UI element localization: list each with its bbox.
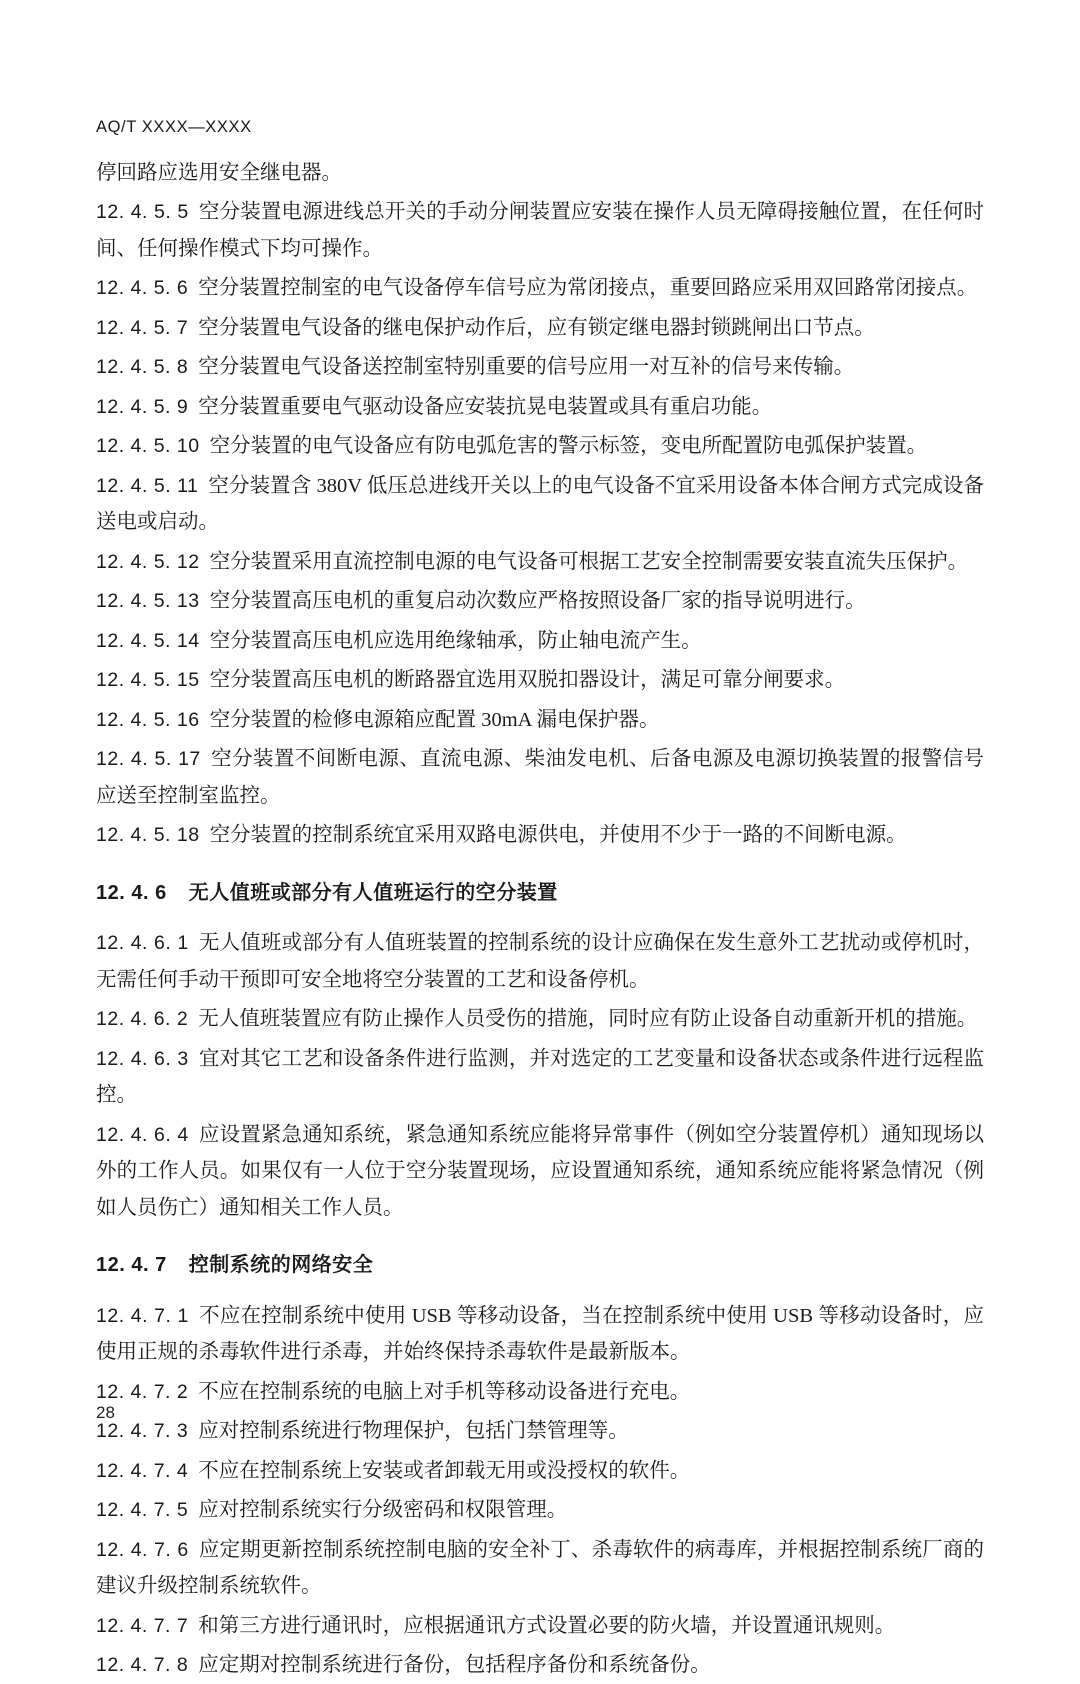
clause-text: 空分装置的电气设备应有防电弧危害的警示标签，变电所配置防电弧保护装置。 bbox=[209, 435, 928, 458]
clause-text: 空分装置高压电机的断路器宜选用双脱扣器设计，满足可靠分闸要求。 bbox=[209, 669, 846, 692]
clause-text: 空分装置电气设备送控制室特别重要的信号应用一对互补的信号来传输。 bbox=[198, 356, 855, 379]
clause-number: 12. 4. 7. 4 bbox=[96, 1459, 189, 1482]
clause-number: 12. 4. 6. 3 bbox=[96, 1047, 189, 1070]
continued-paragraph bbox=[96, 155, 984, 191]
clause-12-4-7-7 bbox=[96, 1608, 984, 1644]
clause-number: 12. 4. 5. 17 bbox=[96, 748, 201, 771]
clause-text: 不应在控制系统中使用 USB 等移动设备，当在控制系统中使用 USB 等移动设备时，应使用正规的杀毒软件进行杀毒，并始终保持杀毒软件是最新版本。 bbox=[96, 1304, 984, 1364]
clause-text: 空分装置重要电气驱动设备应安装抗晃电装置或具有重启功能。 bbox=[198, 395, 773, 418]
clause-12-4-7-4 bbox=[96, 1453, 984, 1489]
clause-12-4-6-4 bbox=[96, 1117, 984, 1226]
clause-number: 12. 4. 5. 5 bbox=[96, 201, 189, 224]
clause-text: 空分装置含 380V 低压总进线开关以上的电气设备不宜采用设备本体合闸方式完成设备送电或启动。 bbox=[96, 474, 984, 534]
clause-text: 空分装置的控制系统宜采用双路电源供电，并使用不少于一路的不间断电源。 bbox=[209, 824, 907, 847]
clause-text: 应定期对控制系统进行备份，包括程序备份和系统备份。 bbox=[198, 1654, 711, 1677]
section-heading-12-4-6 bbox=[96, 876, 984, 912]
clause-12-4-7-1 bbox=[96, 1298, 984, 1371]
clause-number: 12. 4. 5. 16 bbox=[96, 708, 200, 731]
clause-number: 12. 4. 7. 8 bbox=[96, 1654, 189, 1677]
clause-text: 空分装置控制室的电气设备停车信号应为常闭接点，重要回路应采用双回路常闭接点。 bbox=[198, 277, 978, 300]
section-title: 控制系统的网络安全 bbox=[188, 1254, 374, 1277]
clause-text: 不应在控制系统的电脑上对手机等移动设备进行充电。 bbox=[198, 1380, 691, 1403]
clause-12-4-5-5 bbox=[96, 194, 984, 267]
clause-text: 不应在控制系统上安装或者卸载无用或没授权的软件。 bbox=[198, 1459, 691, 1482]
clause-text: 应对控制系统进行物理保护，包括门禁管理等。 bbox=[198, 1420, 629, 1443]
clause-12-4-5-13 bbox=[96, 583, 984, 619]
clause-number: 12. 4. 5. 12 bbox=[96, 550, 200, 573]
clause-number: 12. 4. 5. 15 bbox=[96, 669, 200, 692]
clause-12-4-7-2 bbox=[96, 1374, 984, 1410]
clause-12-4-5-10 bbox=[96, 428, 984, 464]
clause-12-4-7-3 bbox=[96, 1413, 984, 1449]
clause-12-4-7-6 bbox=[96, 1532, 984, 1605]
clause-12-4-6-3 bbox=[96, 1041, 984, 1114]
clause-12-4-5-9 bbox=[96, 389, 984, 425]
continued-text: 停回路应选用安全继电器。 bbox=[96, 162, 342, 184]
clause-12-4-6-1 bbox=[96, 925, 984, 998]
clause-number: 12. 4. 5. 18 bbox=[96, 824, 200, 847]
clause-12-4-5-7 bbox=[96, 310, 984, 346]
clause-number: 12. 4. 7. 5 bbox=[96, 1499, 189, 1522]
clause-12-4-5-18 bbox=[96, 817, 984, 853]
clause-number: 12. 4. 5. 13 bbox=[96, 590, 200, 613]
clause-number: 12. 4. 5. 7 bbox=[96, 316, 189, 339]
clause-text: 应设置紧急通知系统，紧急通知系统应能将异常事件（例如空分装置停机）通知现场以外的工作人员。如果仅有一人位于空分装置现场，应设置通知系统，通知系统应能将紧急情况（例如人员伤亡）通知相关工作人员。 bbox=[96, 1123, 985, 1219]
clause-12-4-5-14 bbox=[96, 623, 984, 659]
document-body bbox=[96, 155, 984, 1684]
clause-text: 空分装置不间断电源、直流电源、柴油发电机、后备电源及电源切换装置的报警信号应送至控制室监控。 bbox=[96, 748, 985, 807]
clause-12-4-5-12 bbox=[96, 544, 984, 580]
clause-12-4-6-2 bbox=[96, 1001, 984, 1037]
clause-number: 12. 4. 5. 10 bbox=[96, 435, 200, 458]
clause-12-4-5-8 bbox=[96, 349, 984, 385]
clause-text: 和第三方进行通讯时，应根据通讯方式设置必要的防火墙，并设置通讯规则。 bbox=[198, 1614, 896, 1637]
section-heading-12-4-7 bbox=[96, 1248, 984, 1284]
clause-number: 12. 4. 7. 6 bbox=[96, 1538, 189, 1561]
section-number: 12. 4. 7 bbox=[96, 1254, 167, 1277]
clause-number: 12. 4. 6. 2 bbox=[96, 1008, 189, 1031]
clause-12-4-5-11 bbox=[96, 468, 984, 541]
page-number: 28 bbox=[96, 1403, 115, 1422]
clause-number: 12. 4. 5. 6 bbox=[96, 277, 189, 300]
clause-text: 宜对其它工艺和设备条件进行监测，并对选定的工艺变量和设备状态或条件进行远程监控。 bbox=[96, 1047, 985, 1107]
clause-12-4-7-5 bbox=[96, 1492, 984, 1528]
clause-number: 12. 4. 7. 2 bbox=[96, 1380, 189, 1403]
clause-text: 空分装置电源进线总开关的手动分闸装置应安装在操作人员无障碍接触位置，在任何时间、任何操作模式下均可操作。 bbox=[96, 201, 985, 260]
clause-text: 空分装置高压电机的重复启动次数应严格按照设备厂家的指导说明进行。 bbox=[209, 590, 866, 613]
clause-number: 12. 4. 5. 11 bbox=[96, 474, 199, 497]
clause-text: 空分装置采用直流控制电源的电气设备可根据工艺安全控制需要安装直流失压保护。 bbox=[209, 550, 969, 573]
clause-number: 12. 4. 5. 9 bbox=[96, 395, 189, 418]
clause-12-4-5-6 bbox=[96, 270, 984, 306]
clause-number: 12. 4. 6. 4 bbox=[96, 1123, 189, 1146]
clause-number: 12. 4. 7. 7 bbox=[96, 1614, 189, 1637]
clause-12-4-5-15 bbox=[96, 662, 984, 698]
clause-text: 空分装置高压电机应选用绝缘轴承，防止轴电流产生。 bbox=[209, 629, 702, 652]
clause-text: 空分装置的检修电源箱应配置 30mA 漏电保护器。 bbox=[209, 708, 660, 731]
section-number: 12. 4. 6 bbox=[96, 881, 167, 904]
clause-12-4-5-16 bbox=[96, 702, 984, 738]
clause-number: 12. 4. 6. 1 bbox=[96, 932, 189, 955]
clause-text: 无人值班装置应有防止操作人员受伤的措施，同时应有防止设备自动重新开机的措施。 bbox=[198, 1008, 978, 1031]
clause-text: 空分装置电气设备的继电保护动作后，应有锁定继电器封锁跳闸出口节点。 bbox=[198, 316, 875, 339]
clause-number: 12. 4. 7. 3 bbox=[96, 1420, 189, 1443]
section-title: 无人值班或部分有人值班运行的空分装置 bbox=[188, 881, 558, 904]
clause-text: 应对控制系统实行分级密码和权限管理。 bbox=[198, 1499, 568, 1522]
clause-number: 12. 4. 5. 14 bbox=[96, 629, 200, 652]
clause-number: 12. 4. 5. 8 bbox=[96, 356, 189, 379]
page-header: AQ/T XXXX—XXXX bbox=[96, 118, 252, 136]
clause-12-4-5-17 bbox=[96, 741, 984, 814]
clause-12-4-7-8 bbox=[96, 1647, 984, 1683]
clause-text: 无人值班或部分有人值班装置的控制系统的设计应确保在发生意外工艺扰动或停机时，无需任何手动干预即可安全地将空分装置的工艺和设备停机。 bbox=[96, 932, 985, 991]
clause-number: 12. 4. 7. 1 bbox=[96, 1304, 189, 1327]
clause-text: 应定期更新控制系统控制电脑的安全补丁、杀毒软件的病毒库，并根据控制系统厂商的建议升级控制系统软件。 bbox=[96, 1538, 985, 1598]
